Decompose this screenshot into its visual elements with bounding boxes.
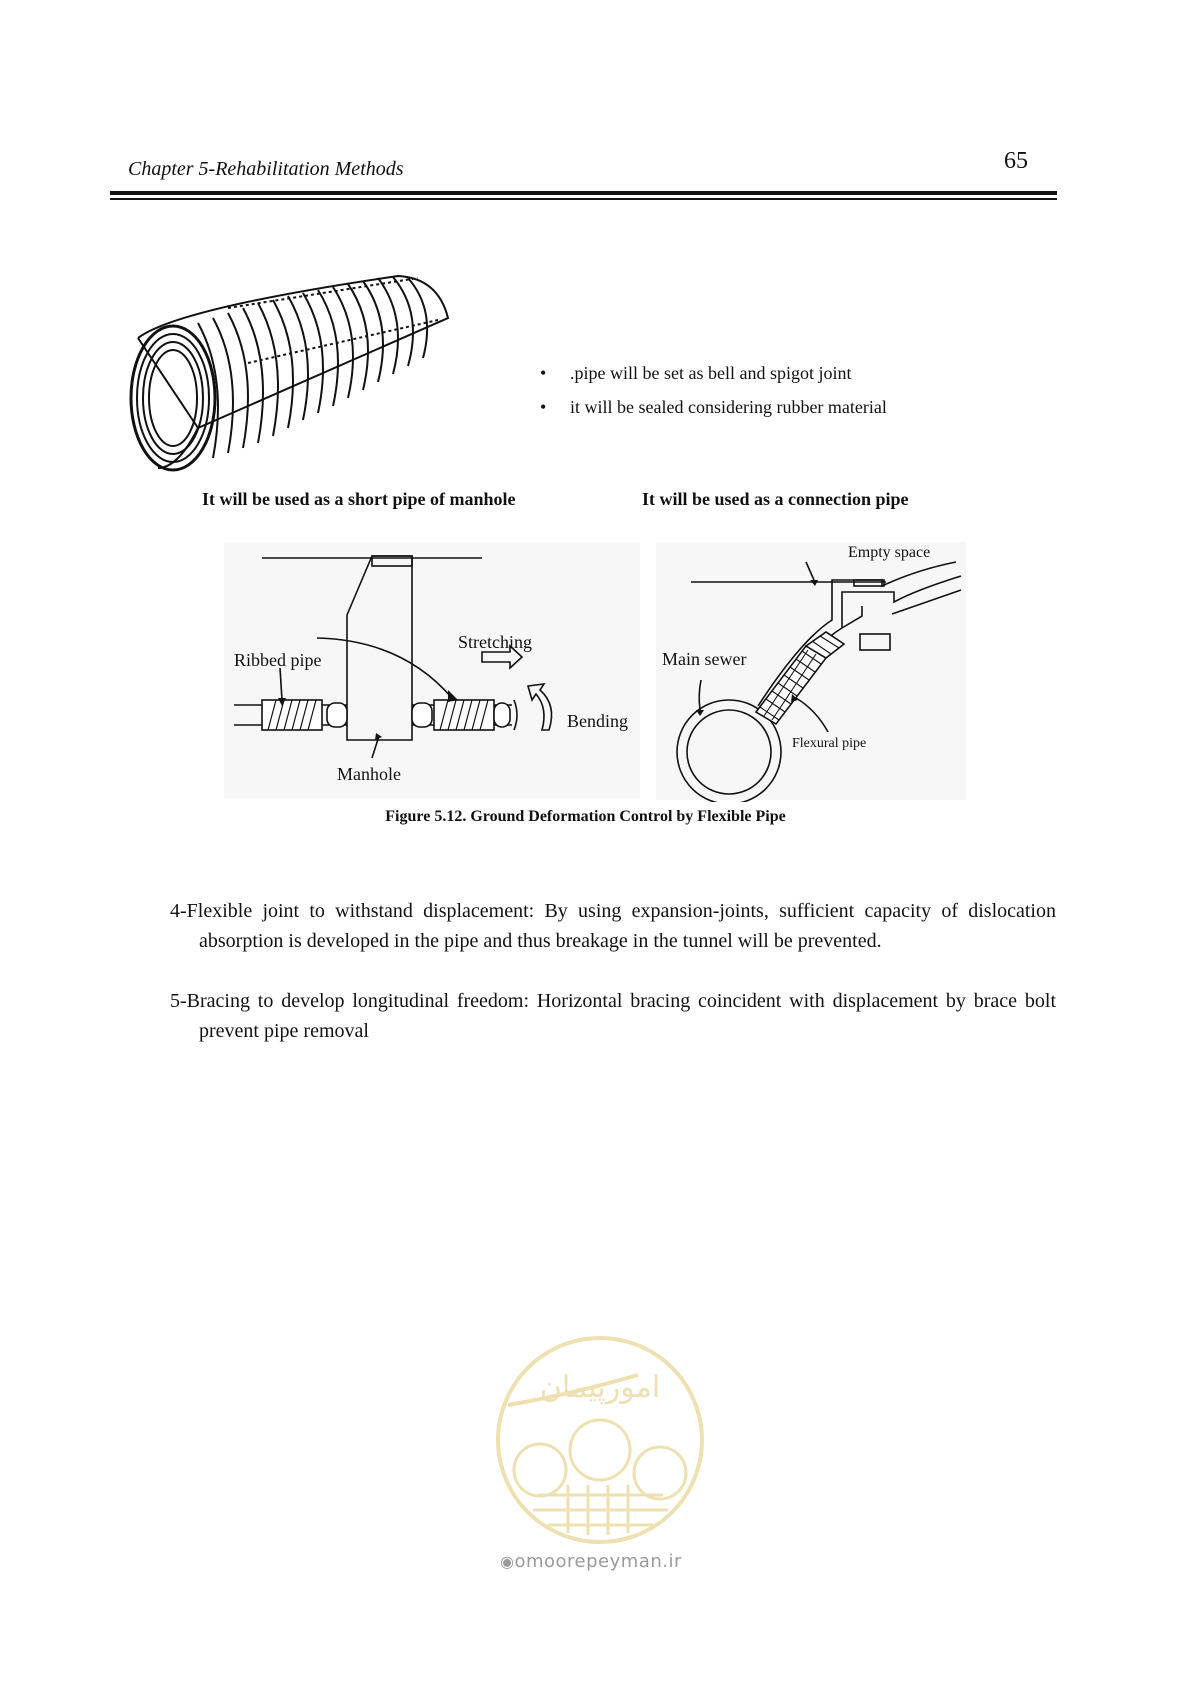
header-rule: [110, 191, 1057, 195]
bullet-list: [540, 360, 887, 428]
label-empty-space: Empty space: [848, 544, 931, 561]
label-ribbed-pipe: Ribbed pipe: [234, 650, 322, 670]
label-stretching: Stretching: [458, 632, 532, 652]
page-number: 65: [1004, 148, 1028, 174]
manhole-diagram: [222, 540, 642, 800]
label-flexural-pipe: Flexural pipe: [792, 736, 867, 751]
globe-icon: ◉: [500, 1552, 515, 1571]
running-head: Chapter 5-Rehabilitation Methods: [128, 158, 404, 180]
bullet-item: • .pipe will be set as bell and spigot joint: [540, 360, 887, 394]
watermark-logo: [488, 1335, 712, 1545]
label-main-sewer: Main sewer: [662, 649, 747, 669]
watermark-url: [500, 1551, 682, 1572]
caption-connection-pipe: It will be used as a connection pipe: [642, 489, 909, 509]
logo-text: امورپیمان: [539, 1370, 661, 1405]
paragraph-item-4: 4-Flexible joint to withstand displacement: By using expansion-joints, sufficient capacity of dislocation absorption is developed in the pipe and thus breakage in the tunnel will be prevented.: [170, 900, 1056, 952]
paragraph-item-5: 5-Bracing to develop longitudinal freedom: Horizontal bracing coincident with displacement by brace bolt prevent pipe removal: [170, 990, 1056, 1042]
caption-manhole-pipe: It will be used as a short pipe of manhole: [202, 489, 516, 509]
corrugated-pipe-illustration: [118, 268, 458, 478]
bullet-item: • it will be sealed considering rubber material: [540, 394, 887, 428]
label-manhole: Manhole: [337, 764, 401, 784]
header-rule-thin: [110, 198, 1057, 200]
watermark-url-text: omoorepeyman.ir: [514, 1551, 682, 1572]
figure-caption: Figure 5.12. Ground Deformation Control by Flexible Pipe: [385, 808, 786, 825]
label-bending: Bending: [567, 711, 628, 731]
connection-pipe-diagram: [656, 540, 966, 802]
